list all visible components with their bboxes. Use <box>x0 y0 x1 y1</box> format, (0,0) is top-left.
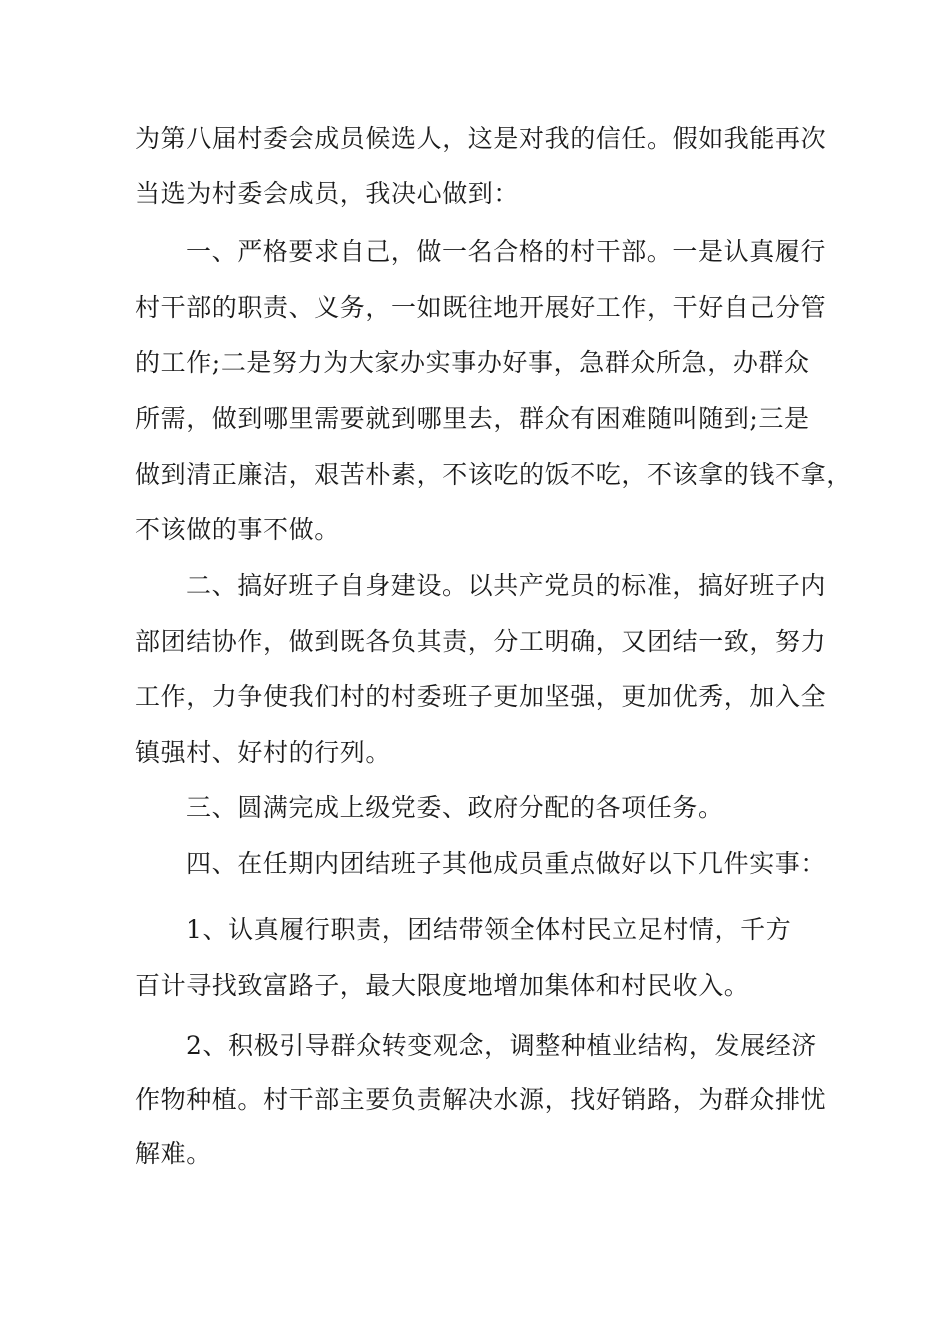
paragraph-line: 1、认真履行职责，团结带领全体村民立足村情，千方 <box>186 915 792 944</box>
paragraph-line: 当选为村委会成员，我决心做到： <box>135 179 520 208</box>
paragraph-line: 三、圆满完成上级党委、政府分配的各项任务。 <box>186 793 724 822</box>
paragraph-line: 部团结协作，做到既各负其责，分工明确，又团结一致，努力 <box>135 627 827 656</box>
paragraph-line: 做到清正廉洁，艰苦朴素，不该吃的饭不吃，不该拿的钱不拿， <box>135 460 852 489</box>
paragraph-line: 镇强村、好村的行列。 <box>135 738 392 767</box>
paragraph-line: 一、严格要求自己，做一名合格的村干部。一是认真履行 <box>186 237 827 266</box>
paragraph-line: 为第八届村委会成员候选人，这是对我的信任。假如我能再次 <box>135 124 827 153</box>
paragraph-line: 二、搞好班子自身建设。以共产党员的标准，搞好班子内 <box>186 571 827 600</box>
paragraph-line: 百计寻找致富路子，最大限度地增加集体和村民收入。 <box>135 971 750 1000</box>
paragraph-line: 不该做的事不做。 <box>135 515 340 544</box>
paragraph-line: 工作，力争使我们村的村委班子更加坚强，更加优秀，加入全 <box>135 682 827 711</box>
paragraph-line: 作物种植。村干部主要负责解决水源，找好销路，为群众排忧 <box>135 1085 827 1114</box>
paragraph-line: 2、积极引导群众转变观念，调整种植业结构，发展经济 <box>186 1031 817 1060</box>
paragraph-line: 所需，做到哪里需要就到哪里去，群众有困难随叫随到;三是 <box>135 404 810 433</box>
paragraph-line: 村干部的职责、义务，一如既往地开展好工作，干好自己分管 <box>135 293 827 322</box>
paragraph-line: 四、在任期内团结班子其他成员重点做好以下几件实事： <box>186 849 827 878</box>
paragraph-line: 解难。 <box>135 1139 212 1168</box>
paragraph-line: 的工作;二是努力为大家办实事办好事，急群众所急，办群众 <box>135 348 810 377</box>
